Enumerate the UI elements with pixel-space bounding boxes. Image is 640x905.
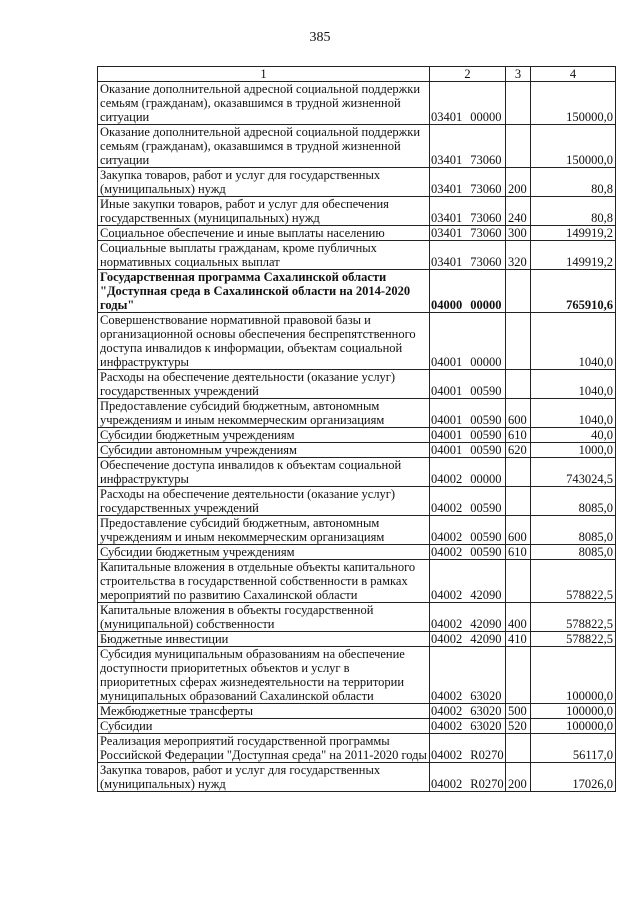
row-expense-type: 240 xyxy=(506,197,531,226)
row-code-direction: 00590 xyxy=(470,384,502,398)
row-sum: 17026,0 xyxy=(531,763,616,792)
row-code-direction: 73060 xyxy=(470,182,502,196)
row-sum: 150000,0 xyxy=(531,125,616,168)
row-code xyxy=(430,516,506,545)
row-code-direction: 00590 xyxy=(470,545,502,559)
row-name: Расходы на обеспечение деятельности (оказание услуг) государственных учреждений xyxy=(98,370,430,399)
row-code-direction: 00590 xyxy=(470,530,502,544)
row-expense-type xyxy=(506,458,531,487)
row-code xyxy=(430,560,506,603)
table-row xyxy=(98,443,616,458)
table-row xyxy=(98,370,616,399)
table-row xyxy=(98,632,616,647)
row-code xyxy=(430,704,506,719)
row-sum: 1040,0 xyxy=(531,313,616,370)
row-sum: 100000,0 xyxy=(531,704,616,719)
row-code-direction: 00590 xyxy=(470,428,502,442)
row-name: Субсидии бюджетным учреждениям xyxy=(98,545,430,560)
row-code xyxy=(430,487,506,516)
col-header-vr: 3 xyxy=(506,67,531,82)
row-code xyxy=(430,603,506,632)
row-code xyxy=(430,719,506,734)
row-code xyxy=(430,168,506,197)
row-expense-type xyxy=(506,125,531,168)
row-code-program: 04002 xyxy=(431,632,463,646)
table-row xyxy=(98,458,616,487)
table-row xyxy=(98,197,616,226)
row-code xyxy=(430,734,506,763)
row-code-program: 03401 xyxy=(431,182,463,196)
row-sum: 100000,0 xyxy=(531,719,616,734)
page-number: 385 xyxy=(309,30,331,45)
row-code-program: 04002 xyxy=(431,588,463,602)
row-code xyxy=(430,545,506,560)
row-expense-type: 610 xyxy=(506,428,531,443)
row-code xyxy=(430,443,506,458)
table-row xyxy=(98,763,616,792)
row-code-direction: 63020 xyxy=(470,689,502,703)
row-name: Иные закупки товаров, работ и услуг для обеспечения государственных (муниципальных) нужд xyxy=(98,197,430,226)
row-sum: 149919,2 xyxy=(531,241,616,270)
col-header-sum: 4 xyxy=(531,67,616,82)
row-code-direction: 00590 xyxy=(470,443,502,457)
row-code-direction: 00000 xyxy=(470,110,502,124)
row-name: Субсидии автономным учреждениям xyxy=(98,443,430,458)
row-code xyxy=(430,197,506,226)
row-name: Капитальные вложения в объекты государственной (муниципальной) собственности xyxy=(98,603,430,632)
row-name: Предоставление субсидий бюджетным, автономным учреждениям и иным некоммерческим организациям xyxy=(98,516,430,545)
row-sum: 578822,5 xyxy=(531,603,616,632)
table-row xyxy=(98,168,616,197)
row-expense-type: 300 xyxy=(506,226,531,241)
row-expense-type xyxy=(506,487,531,516)
row-expense-type xyxy=(506,734,531,763)
row-code-program: 03401 xyxy=(431,153,463,167)
row-sum: 8085,0 xyxy=(531,545,616,560)
table-row xyxy=(98,719,616,734)
row-code xyxy=(430,632,506,647)
row-name: Обеспечение доступа инвалидов к объектам социальной инфраструктуры xyxy=(98,458,430,487)
table-row xyxy=(98,487,616,516)
table-row xyxy=(98,270,616,313)
row-expense-type: 320 xyxy=(506,241,531,270)
row-sum: 40,0 xyxy=(531,428,616,443)
table-row xyxy=(98,399,616,428)
row-code-direction: 73060 xyxy=(470,226,502,240)
row-name: Закупка товаров, работ и услуг для государственных (муниципальных) нужд xyxy=(98,763,430,792)
row-name: Оказание дополнительной адресной социальной поддержки семьям (гражданам), оказавшимся в трудной жизненной ситуации xyxy=(98,125,430,168)
row-code-direction: 73060 xyxy=(470,211,502,225)
row-sum: 743024,5 xyxy=(531,458,616,487)
row-code xyxy=(430,458,506,487)
row-expense-type xyxy=(506,370,531,399)
table-row xyxy=(98,545,616,560)
table-row xyxy=(98,125,616,168)
row-code-program: 04002 xyxy=(431,617,463,631)
row-expense-type: 400 xyxy=(506,603,531,632)
col-header-code: 2 xyxy=(430,67,506,82)
row-code xyxy=(430,428,506,443)
table-row xyxy=(98,428,616,443)
table-row xyxy=(98,516,616,545)
row-code-program: 04001 xyxy=(431,413,463,427)
row-code xyxy=(430,313,506,370)
row-name: Социальные выплаты гражданам, кроме публичных нормативных социальных выплат xyxy=(98,241,430,270)
row-name: Капитальные вложения в отдельные объекты капитального строительства в государственной собственности в рамках мероприятий по развитию Сахалинской области xyxy=(98,560,430,603)
table-row xyxy=(98,704,616,719)
row-code-direction: 00590 xyxy=(470,501,502,515)
row-expense-type: 200 xyxy=(506,168,531,197)
row-code-direction: 42090 xyxy=(470,588,502,602)
table-header-row xyxy=(98,67,616,82)
row-sum: 578822,5 xyxy=(531,632,616,647)
row-code-program: 04002 xyxy=(431,689,463,703)
row-expense-type xyxy=(506,270,531,313)
row-name: Субсидия муниципальным образованиям на обеспечение доступности приоритетных объектов и услуг в приоритетных сферах жизнедеятельности на территории муниципальных образований Сахалинской области xyxy=(98,647,430,704)
col-header-name: 1 xyxy=(98,67,430,82)
row-expense-type: 600 xyxy=(506,516,531,545)
row-expense-type: 600 xyxy=(506,399,531,428)
row-name: Межбюджетные трансферты xyxy=(98,704,430,719)
row-code-program: 04002 xyxy=(431,545,463,559)
table-row xyxy=(98,226,616,241)
row-code-program: 03401 xyxy=(431,211,463,225)
row-name: Предоставление субсидий бюджетным, автономным учреждениям и иным некоммерческим организациям xyxy=(98,399,430,428)
table-body xyxy=(98,82,616,792)
row-code-direction: 00000 xyxy=(470,472,502,486)
row-code-direction: 42090 xyxy=(470,632,502,646)
row-expense-type xyxy=(506,560,531,603)
row-code-direction: 63020 xyxy=(470,704,502,718)
row-code-program: 04002 xyxy=(431,748,463,762)
row-name: Реализация мероприятий государственной программы Российской Федерации "Доступная среда" на 2011-2020 годы xyxy=(98,734,430,763)
row-code xyxy=(430,647,506,704)
row-code-program: 04002 xyxy=(431,777,463,791)
row-name: Субсидии xyxy=(98,719,430,734)
row-sum: 80,8 xyxy=(531,197,616,226)
row-code xyxy=(430,370,506,399)
row-sum: 56117,0 xyxy=(531,734,616,763)
row-code-program: 04000 xyxy=(431,298,463,312)
row-sum: 1040,0 xyxy=(531,399,616,428)
row-sum: 150000,0 xyxy=(531,82,616,125)
table-row xyxy=(98,313,616,370)
row-sum: 765910,6 xyxy=(531,270,616,313)
row-code-direction: 00000 xyxy=(470,355,502,369)
table-row xyxy=(98,603,616,632)
row-code-direction: 00000 xyxy=(470,298,502,312)
row-code xyxy=(430,226,506,241)
row-expense-type xyxy=(506,647,531,704)
row-name: Закупка товаров, работ и услуг для государственных (муниципальных) нужд xyxy=(98,168,430,197)
row-name: Социальное обеспечение и иные выплаты населению xyxy=(98,226,430,241)
row-expense-type: 610 xyxy=(506,545,531,560)
table-row xyxy=(98,241,616,270)
row-code-direction: 73060 xyxy=(470,153,502,167)
row-name: Расходы на обеспечение деятельности (оказание услуг) государственных учреждений xyxy=(98,487,430,516)
row-sum: 80,8 xyxy=(531,168,616,197)
row-code-direction: R0270 xyxy=(470,748,504,762)
row-code-program: 04002 xyxy=(431,704,463,718)
table-row xyxy=(98,734,616,763)
row-code-direction: 00590 xyxy=(470,413,502,427)
row-code xyxy=(430,125,506,168)
row-sum: 100000,0 xyxy=(531,647,616,704)
row-sum: 149919,2 xyxy=(531,226,616,241)
row-code xyxy=(430,82,506,125)
row-code-program: 04001 xyxy=(431,384,463,398)
row-sum: 578822,5 xyxy=(531,560,616,603)
row-code-program: 04002 xyxy=(431,501,463,515)
row-name: Оказание дополнительной адресной социальной поддержки семьям (гражданам), оказавшимся в трудной жизненной ситуации xyxy=(98,82,430,125)
row-code xyxy=(430,763,506,792)
row-expense-type: 500 xyxy=(506,704,531,719)
row-code-program: 03401 xyxy=(431,255,463,269)
row-code-program: 03401 xyxy=(431,226,463,240)
table-row xyxy=(98,82,616,125)
row-sum: 1040,0 xyxy=(531,370,616,399)
row-code-direction: 73060 xyxy=(470,255,502,269)
row-expense-type xyxy=(506,313,531,370)
table-row xyxy=(98,560,616,603)
row-code-program: 04002 xyxy=(431,719,463,733)
row-code-program: 04001 xyxy=(431,443,463,457)
row-code xyxy=(430,241,506,270)
row-expense-type: 410 xyxy=(506,632,531,647)
row-expense-type: 520 xyxy=(506,719,531,734)
row-name: Субсидии бюджетным учреждениям xyxy=(98,428,430,443)
row-name: Государственная программа Сахалинской области "Доступная среда в Сахалинской области на 2014-2020 годы" xyxy=(98,270,430,313)
row-sum: 8085,0 xyxy=(531,516,616,545)
row-expense-type: 620 xyxy=(506,443,531,458)
row-code-direction: R0270 xyxy=(470,777,504,791)
row-name: Совершенствование нормативной правовой базы и организационной основы обеспечения беспрепятственного доступа инвалидов к информации, объектам социальной инфраструктуры xyxy=(98,313,430,370)
row-code-direction: 63020 xyxy=(470,719,502,733)
row-expense-type xyxy=(506,82,531,125)
row-code-program: 03401 xyxy=(431,110,463,124)
table-row xyxy=(98,647,616,704)
budget-table xyxy=(97,66,616,792)
row-code-program: 04001 xyxy=(431,355,463,369)
row-code-program: 04002 xyxy=(431,472,463,486)
row-code-program: 04001 xyxy=(431,428,463,442)
row-name: Бюджетные инвестиции xyxy=(98,632,430,647)
row-sum: 8085,0 xyxy=(531,487,616,516)
row-code-program: 04002 xyxy=(431,530,463,544)
row-code xyxy=(430,399,506,428)
row-code-direction: 42090 xyxy=(470,617,502,631)
row-code xyxy=(430,270,506,313)
row-sum: 1000,0 xyxy=(531,443,616,458)
row-expense-type: 200 xyxy=(506,763,531,792)
